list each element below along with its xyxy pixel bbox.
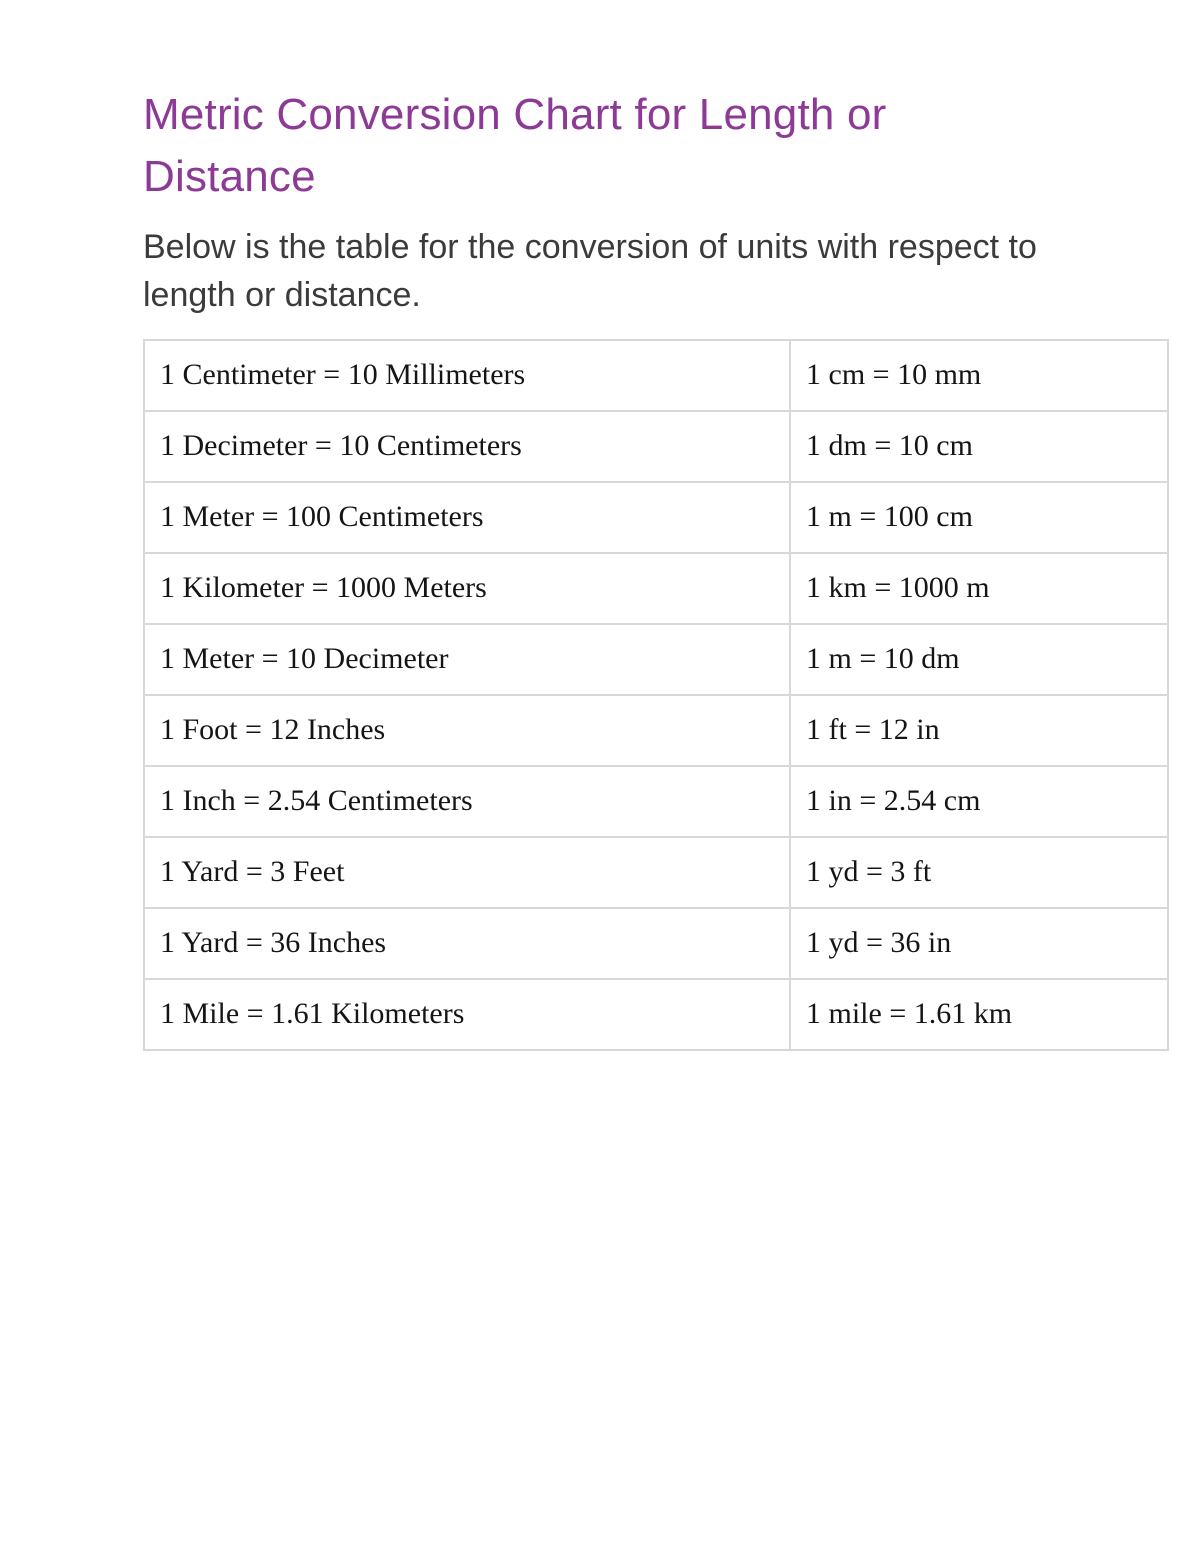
table-row (144, 624, 1168, 695)
table-row (144, 908, 1168, 979)
conversion-full-cell: 1 Inch = 2.54 Centimeters (144, 766, 790, 837)
conversion-full-cell: 1 Mile = 1.61 Kilometers (144, 979, 790, 1050)
conversion-full-cell: 1 Foot = 12 Inches (144, 695, 790, 766)
conversion-abbr-cell: 1 cm = 10 mm (790, 340, 1168, 411)
conversion-full-cell: 1 Yard = 36 Inches (144, 908, 790, 979)
conversion-abbr-cell: 1 in = 2.54 cm (790, 766, 1168, 837)
conversion-full-cell: 1 Yard = 3 Feet (144, 837, 790, 908)
conversion-abbr-cell: 1 yd = 36 in (790, 908, 1168, 979)
conversion-abbr-cell: 1 yd = 3 ft (790, 837, 1168, 908)
table-row (144, 979, 1168, 1050)
table-row (144, 411, 1168, 482)
conversion-full-cell: 1 Meter = 100 Centimeters (144, 482, 790, 553)
conversion-abbr-cell: 1 m = 100 cm (790, 482, 1168, 553)
conversion-abbr-cell: 1 km = 1000 m (790, 553, 1168, 624)
conversion-full-cell: 1 Centimeter = 10 Millimeters (144, 340, 790, 411)
table-row (144, 553, 1168, 624)
conversion-table-body (144, 340, 1168, 1050)
document-page (143, 0, 1167, 1051)
table-row (144, 340, 1168, 411)
table-row (144, 695, 1168, 766)
table-row (144, 766, 1168, 837)
table-row (144, 482, 1168, 553)
conversion-full-cell: 1 Meter = 10 Decimeter (144, 624, 790, 695)
conversion-abbr-cell: 1 mile = 1.61 km (790, 979, 1168, 1050)
table-row (144, 837, 1168, 908)
conversion-abbr-cell: 1 dm = 10 cm (790, 411, 1168, 482)
conversion-full-cell: 1 Decimeter = 10 Centimeters (144, 411, 790, 482)
conversion-table (143, 339, 1169, 1051)
page-subtitle: Below is the table for the conversion of units with respect to length or distance. (143, 228, 1037, 315)
page-title: Metric Conversion Chart for Length or Distance (143, 90, 887, 201)
conversion-abbr-cell: 1 ft = 12 in (790, 695, 1168, 766)
conversion-full-cell: 1 Kilometer = 1000 Meters (144, 553, 790, 624)
conversion-abbr-cell: 1 m = 10 dm (790, 624, 1168, 695)
